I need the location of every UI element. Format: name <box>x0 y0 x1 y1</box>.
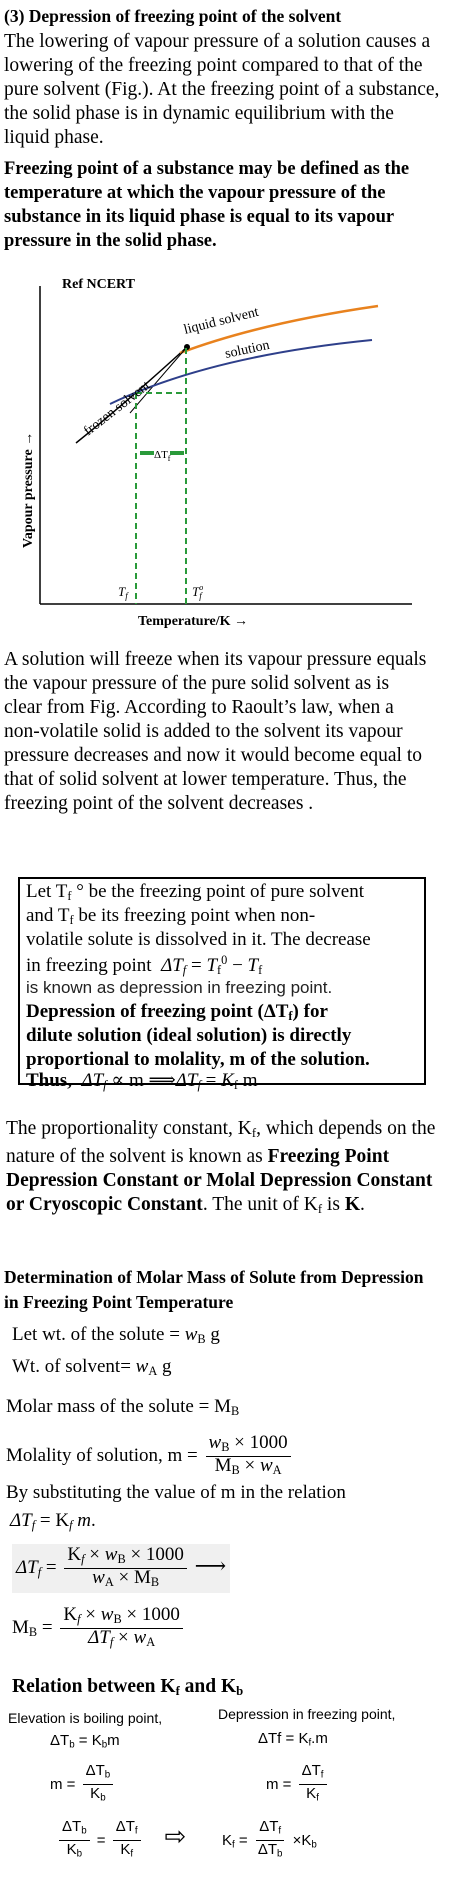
molar-mass-row: Molar mass of the solute = $M_B$ <box>6 1396 240 1419</box>
box-line-9: Thus, $\Delta T_f \propto m$ $⟹\Delta T_f = K_f$ m <box>26 1070 258 1093</box>
weight-solute-row: Let wt. of the solute = $w_B$ g <box>12 1324 220 1347</box>
freezing-point-figure <box>0 268 452 648</box>
frozen-solvent-label: frozen solvent <box>81 378 154 440</box>
m-tf-eq: m = $\frac{\Delta T_f}{K_f}$ <box>266 1762 330 1808</box>
mb-equation: $M_B$ = $\frac{K_f \times w_B \times 1000}{\Delta T_f \times w_A}$ <box>12 1606 186 1651</box>
box-line-2: and $T_f$ be its freezing point when non- <box>26 905 316 928</box>
tf-tick-label: $T_f$ <box>118 584 128 601</box>
definition-box <box>18 877 426 1093</box>
molality-row: Molality of solution, m = $\frac{w_B \times 1000}{M_B \times w_A}$ <box>6 1434 294 1479</box>
solution-label: solution <box>223 337 271 362</box>
paragraph-intro: The lowering of vapour pressure of a solution causes a lowering of the freezing point compared to that of the pure solvent (Fig.). At the freezing point of a substance, the solid phase is in dynamic equilibrium with the liquid phase. <box>4 31 440 148</box>
determination-heading: Determination of Molar Mass of Solute from Depression in Freezing Point Temperature <box>4 1267 424 1312</box>
section-heading: (3) Depression of freezing point of the solvent <box>4 6 342 26</box>
liquid-solvent-label: liquid solvent <box>182 304 261 338</box>
box-line-5: is known as depression in freezing point. <box>26 978 333 997</box>
box-line-4: in freezing point $\Delta T_f = T_f^0 - T_f$ <box>26 953 263 977</box>
ratio-eq: $\frac{\Delta T_b}{K_b}$ = $\frac{\Delta T_f}{K_f}$ ⇨ <box>56 1818 186 1864</box>
relation-eq: $\Delta T_f = K_f$ m. <box>10 1510 96 1533</box>
box-line-6: Depression of freezing point $(\Delta T_f)$ for <box>26 1001 328 1024</box>
figure-ref: Ref NCERT <box>62 277 136 292</box>
depression-label: Depression in freezing point, <box>218 1706 396 1722</box>
y-axis-label: Vapour pressure → <box>21 431 36 548</box>
box-line-7: dilute solution (ideal solution) is directly <box>26 1025 352 1046</box>
paragraph-definition: Freezing point of a substance may be defined as the temperature at which the vapour pressure of the substance in its liquid phase is equal to its vapour pressure in the solid phase. <box>4 159 410 251</box>
kf-eq: $K_f$ = $\frac{\Delta T_f}{\Delta T_b}$ $\times K_b$ <box>222 1818 317 1860</box>
paragraph-constant: The proportionality constant, $K_f$, which depends on the nature of the solvent is known as Freezing Point Depression Constant or Molal Depression Constant or Cryoscopic Constant. The unit of $K_f$ is K. <box>6 1118 436 1217</box>
box-line-1: Let $T_f$ ° be the freezing point of pure solvent <box>26 881 364 904</box>
tf0-tick-label: $T^o$ f <box>192 583 204 601</box>
substituting-text: By substituting the value of m in the relation <box>6 1482 346 1503</box>
weight-solvent-row: Wt. of solvent= $w_A$ g <box>12 1356 172 1379</box>
m-tb-eq: m = $\frac{\Delta T_b}{K_b}$ <box>50 1762 116 1808</box>
x-axis-label: Temperature/K → <box>138 614 249 629</box>
elevation-label: Elevation is boiling point, <box>8 1710 163 1726</box>
paragraph-explanation: A solution will freeze when its vapour pressure equals the vapour pressure of the pure solid solvent as is clear from Fig. According to Raoult’s law, when a non-volatile solid is added to the solvent its vapour pressure decreases and now it would become equal to that of solid solvent at lower temperature. Thus, the freezing point of the solvent decreases . <box>4 649 427 814</box>
box-line-3: volatile solute is dissolved in it. The decrease <box>26 929 371 950</box>
delta-tb-eq: $\Delta T_b = K_bm$ <box>50 1732 120 1751</box>
liquid-curve-lower <box>130 347 187 413</box>
delta-tf-equation: $\Delta T_f$ = $\frac{K_f \times w_B \times 1000}{w_A \times M_B}$ ⟶ <box>12 1544 230 1593</box>
delta-tf-label: $\Delta T_f$ <box>154 449 171 463</box>
box-line-8: proportional to molality, m of the solution. <box>26 1049 370 1070</box>
relation-heading: Relation between $K_f$ and $K_b$ <box>12 1676 244 1699</box>
delta-tf-eq: $\Delta Tf = K_f.m$ <box>258 1730 328 1749</box>
